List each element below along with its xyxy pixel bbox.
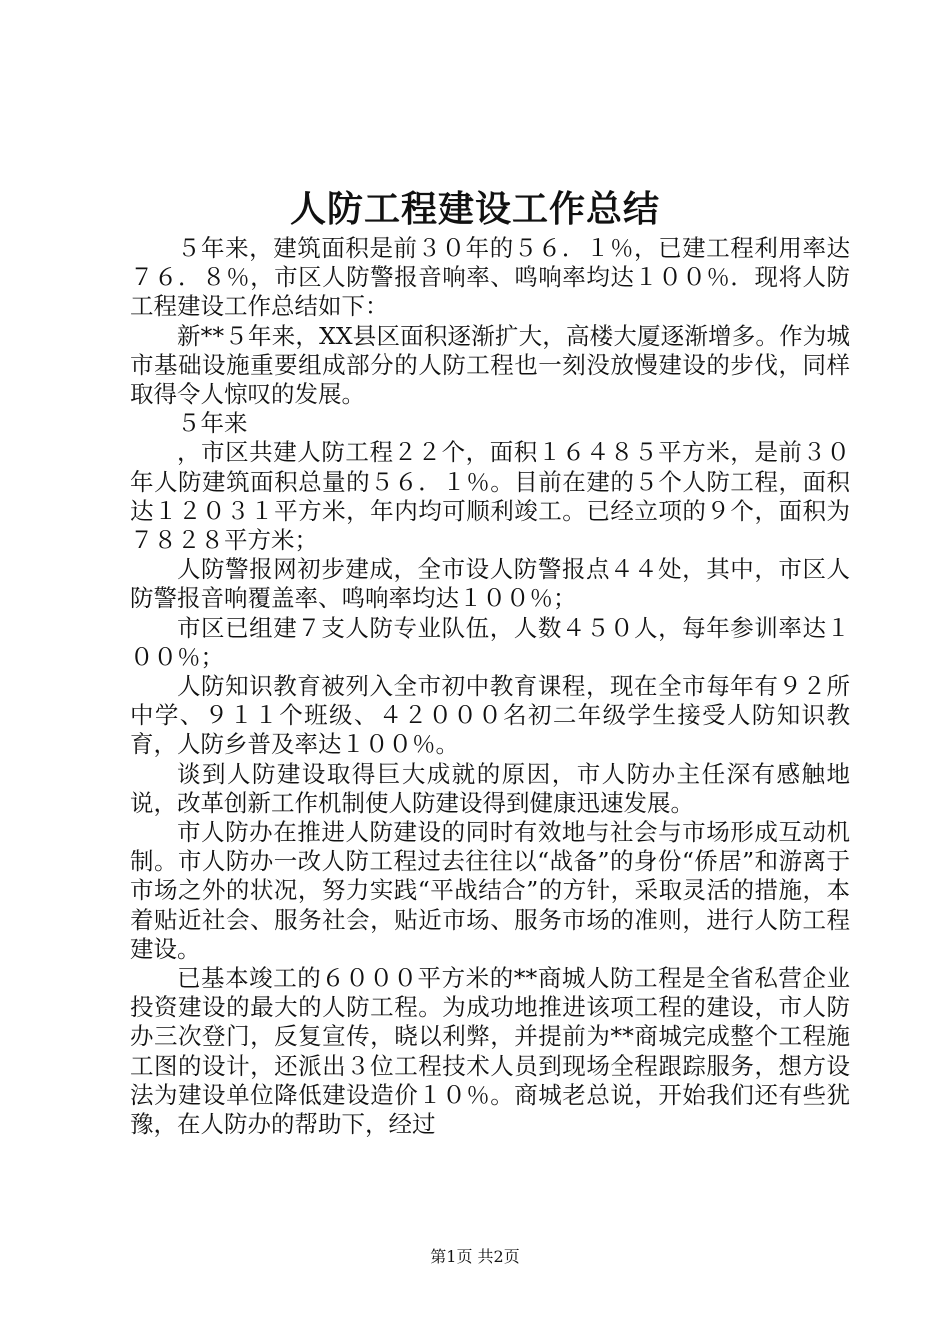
document-body (130, 234, 850, 1139)
paragraph: ，市区共建人防工程２２个，面积１６４８５平方米，是前３０年人防建筑面积总量的５６．１％。目前在建的５个人防工程，面积达１２０３１平方米，年内均可顺利竣工。已经立项的９个，面积为７８２８平方米； (130, 438, 850, 555)
paragraph: 新**５年来，XX县区面积逐渐扩大，高楼大厦逐渐增多。作为城市基础设施重要组成部分的人防工程也一刻没放慢建设的步伐，同样取得令人惊叹的发展。 (130, 321, 850, 409)
paragraph: 市区已组建７支人防专业队伍，人数４５０人，每年参训率达１００％； (130, 613, 850, 671)
paragraph: 谈到人防建设取得巨大成就的原因，市人防办主任深有感触地说，改革创新工作机制使人防建设得到健康迅速发展。 (130, 759, 850, 817)
paragraph: 人防警报网初步建成，全市设人防警报点４４处，其中，市区人防警报音响覆盖率、鸣响率均达１００％； (130, 555, 850, 613)
document-title: 人防工程建设工作总结 (289, 188, 660, 230)
page-footer: 第1页 共2页 (430, 1247, 520, 1266)
paragraph: 人防知识教育被列入全市初中教育课程，现在全市每年有９２所中学、９１１个班级、４２０００名初二年级学生接受人防知识教育，人防乡普及率达１００％。 (130, 672, 850, 759)
paragraph: ５年来，建筑面积是前３０年的５６．１％，已建工程利用率达７６．８％，市区人防警报音响率、鸣响率均达１００％．现将人防工程建设工作总结如下： (130, 234, 850, 321)
paragraph: 市人防办在推进人防建设的同时有效地与社会与市场形成互动机制。市人防办一改人防工程过去往往以“战备”的身份“侨居”和游离于市场之外的状况，努力实践“平战结合”的方针，采取灵活的措施，本着贴近社会、服务社会，贴近市场、服务市场的准则，进行人防工程建设。 (130, 818, 850, 963)
paragraph: ５年来 (177, 409, 248, 438)
paragraph: 已基本竣工的６０００平方米的**商城人防工程是全省私营企业投资建设的最大的人防工程。为成功地推进该项工程的建设，市人防办三次登门，反复宣传，晓以利弊，并提前为**商城完成整个工程施工图的设计，还派出３位工程技术人员到现场全程跟踪服务，想方设法为建设单位降低建设造价１０％。商城老总说，开始我们还有些犹豫，在人防办的帮助下，经过 (130, 964, 850, 1139)
